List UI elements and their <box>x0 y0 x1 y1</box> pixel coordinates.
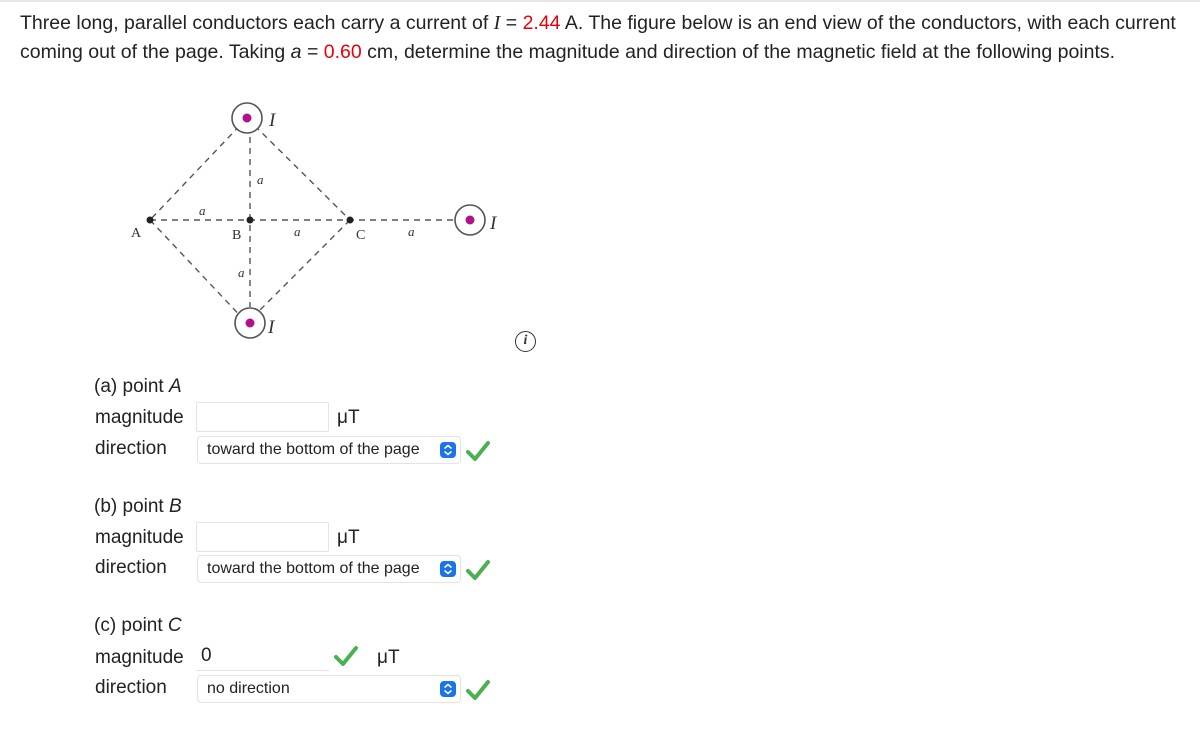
current-value: 2.44 <box>522 12 561 34</box>
point-c-dot <box>347 217 354 224</box>
conductor-right <box>455 205 485 235</box>
point-b-label: B <box>232 228 242 243</box>
part-b-magnitude-label: magnitude <box>95 527 184 548</box>
select-arrows-icon <box>440 442 456 458</box>
spacing-value: 0.60 <box>323 40 362 63</box>
part-b-direction-label: direction <box>95 557 167 578</box>
part-c-input-underline <box>196 670 329 671</box>
part-a-checkmark-icon <box>466 440 490 462</box>
part-c-title: (c) point C <box>94 615 182 636</box>
part-c-direction-select[interactable] <box>197 675 461 703</box>
conductor-bottom <box>235 308 265 338</box>
part-a-magnitude-input[interactable] <box>196 402 329 432</box>
part-c-direction-checkmark-icon <box>466 679 490 701</box>
point-a-dot <box>147 217 154 224</box>
top-divider <box>0 0 1200 2</box>
spacing-label-bottom: a <box>238 265 245 280</box>
select-arrows-icon <box>440 681 456 697</box>
current-label-top: I <box>269 110 276 131</box>
diamond-edge-top-right <box>247 118 350 220</box>
current-label-bottom: I <box>268 317 275 338</box>
part-a-unit: μT <box>337 407 360 428</box>
part-b-magnitude-input[interactable] <box>196 522 329 552</box>
part-b-checkmark-icon <box>466 559 490 581</box>
part-b-direction-select[interactable] <box>197 555 461 583</box>
part-a-title: (a) point A <box>94 376 182 397</box>
conductor-top <box>232 103 262 133</box>
problem-statement: Three long, parallel conductors each carry a current of I = 2.44 A. The figure below is an end view of the conductors, with each current coming out of the page. Taking a = 0.60 cm, determine the magnitude and direction of the magnetic field at the following points. <box>20 12 1176 63</box>
point-a-label: A <box>131 226 142 241</box>
current-label-right: I <box>490 213 497 234</box>
part-a-direction-value: toward the bottom of the page <box>207 441 420 458</box>
select-arrows-icon <box>440 561 456 577</box>
point-c-label: C <box>356 228 366 243</box>
spacing-label-top: a <box>257 172 264 187</box>
part-c-magnitude-checkmark-icon <box>334 645 358 667</box>
part-c-magnitude-input[interactable]: 0 <box>196 641 329 671</box>
point-b-dot <box>247 217 254 224</box>
part-c-unit: μT <box>377 647 400 668</box>
info-icon[interactable]: i <box>515 331 536 352</box>
spacing-label-left: a <box>199 203 206 218</box>
part-c-direction-label: direction <box>95 677 167 698</box>
part-a-direction-select[interactable] <box>197 436 461 464</box>
spacing-label-right: a <box>408 224 415 239</box>
part-c-direction-value: no direction <box>207 680 290 697</box>
part-b-title: (b) point B <box>94 496 182 517</box>
part-a-direction-label: direction <box>95 438 167 459</box>
part-a-magnitude-label: magnitude <box>95 407 184 428</box>
spacing-label-middle: a <box>294 224 301 239</box>
part-b-direction-value: toward the bottom of the page <box>207 560 420 577</box>
part-b-unit: μT <box>337 527 360 548</box>
part-c-magnitude-label: magnitude <box>95 647 184 668</box>
conductor-figure <box>120 95 520 355</box>
